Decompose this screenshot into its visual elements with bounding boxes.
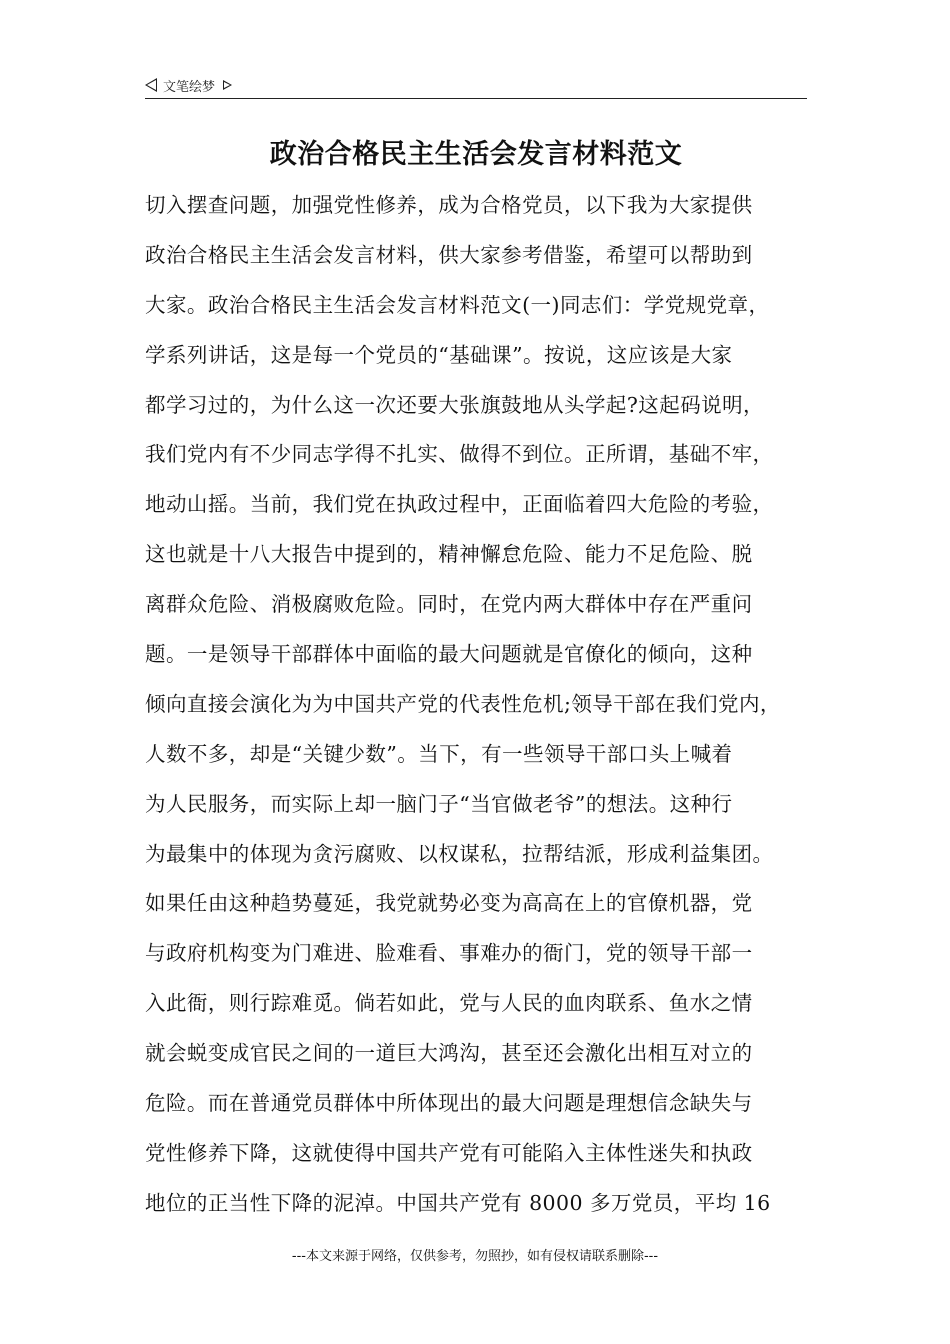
body-line: 地位的正当性下降的泥淖。中国共产党有 8000 多万党员，平均 16 bbox=[145, 1190, 771, 1215]
body-line: 就会蜕变成官民之间的一道巨大鸿沟，甚至还会激化出相互对立的 bbox=[145, 1041, 753, 1066]
body-line: 入此衙，则行踪难觅。倘若如此，党与人民的血肉联系、鱼水之情 bbox=[145, 991, 753, 1016]
right-triangle-icon bbox=[223, 80, 232, 90]
body-line: 离群众危险、消极腐败危险。同时，在党内两大群体中存在严重问 bbox=[145, 592, 753, 617]
body-line: 政治合格民主生活会发言材料，供大家参考借鉴，希望可以帮助到 bbox=[145, 242, 753, 267]
body-line: 与政府机构变为门难进、脸难看、事难办的衙门，党的领导干部一 bbox=[145, 941, 753, 966]
body-line: 为人民服务，而实际上却一脑门子“当官做老爷”的想法。这种行 bbox=[145, 791, 733, 816]
footer-notice: ---本文来源于网络，仅供参考，勿照抄，如有侵权请联系删除--- bbox=[291, 1249, 659, 1264]
body-line: 人数不多，却是“关键少数”。当下，有一些领导干部口头上喊着 bbox=[145, 741, 733, 766]
document-body bbox=[145, 181, 807, 1229]
left-triangle-icon bbox=[145, 78, 157, 92]
body-line: 危险。而在普通党员群体中所体现出的最大问题是理想信念缺失与 bbox=[145, 1091, 753, 1116]
header-brand: 文笔绘梦 bbox=[163, 79, 216, 95]
body-line: 题。一是领导干部群体中面临的最大问题就是官僚化的倾向，这种 bbox=[145, 642, 753, 667]
body-line: 大家。政治合格民主生活会发言材料范文(一)同志们：学党规党章， bbox=[145, 292, 770, 317]
page-header bbox=[145, 72, 807, 99]
body-line: 切入摆查问题，加强党性修养，成为合格党员，以下我为大家提供 bbox=[145, 193, 753, 217]
body-line: 都学习过的，为什么这一次还要大张旗鼓地从头学起?这起码说明， bbox=[145, 392, 764, 417]
document-title: 政治合格民主生活会发言材料范文 bbox=[269, 139, 683, 170]
body-line: 为最集中的体现为贪污腐败、以权谋私，拉帮结派，形成利益集团。 bbox=[145, 841, 774, 866]
body-line: 倾向直接会演化为为中国共产党的代表性危机;领导干部在我们党内， bbox=[145, 691, 781, 716]
body-line: 如果任由这种趋势蔓延，我党就势必变为高高在上的官僚机器，党 bbox=[145, 891, 753, 916]
body-line: 学系列讲话，这是每一个党员的“基础课”。按说，这应该是大家 bbox=[145, 342, 733, 367]
body-line: 地动山摇。当前，我们党在执政过程中，正面临着四大危险的考验， bbox=[145, 492, 774, 517]
body-line: 我们党内有不少同志学得不扎实、做得不到位。正所谓，基础不牢， bbox=[145, 442, 774, 467]
body-line: 这也就是十八大报告中提到的，精神懈怠危险、能力不足危险、脱 bbox=[145, 542, 753, 567]
body-line: 党性修养下降，这就使得中国共产党有可能陷入主体性迷失和执政 bbox=[145, 1140, 753, 1165]
